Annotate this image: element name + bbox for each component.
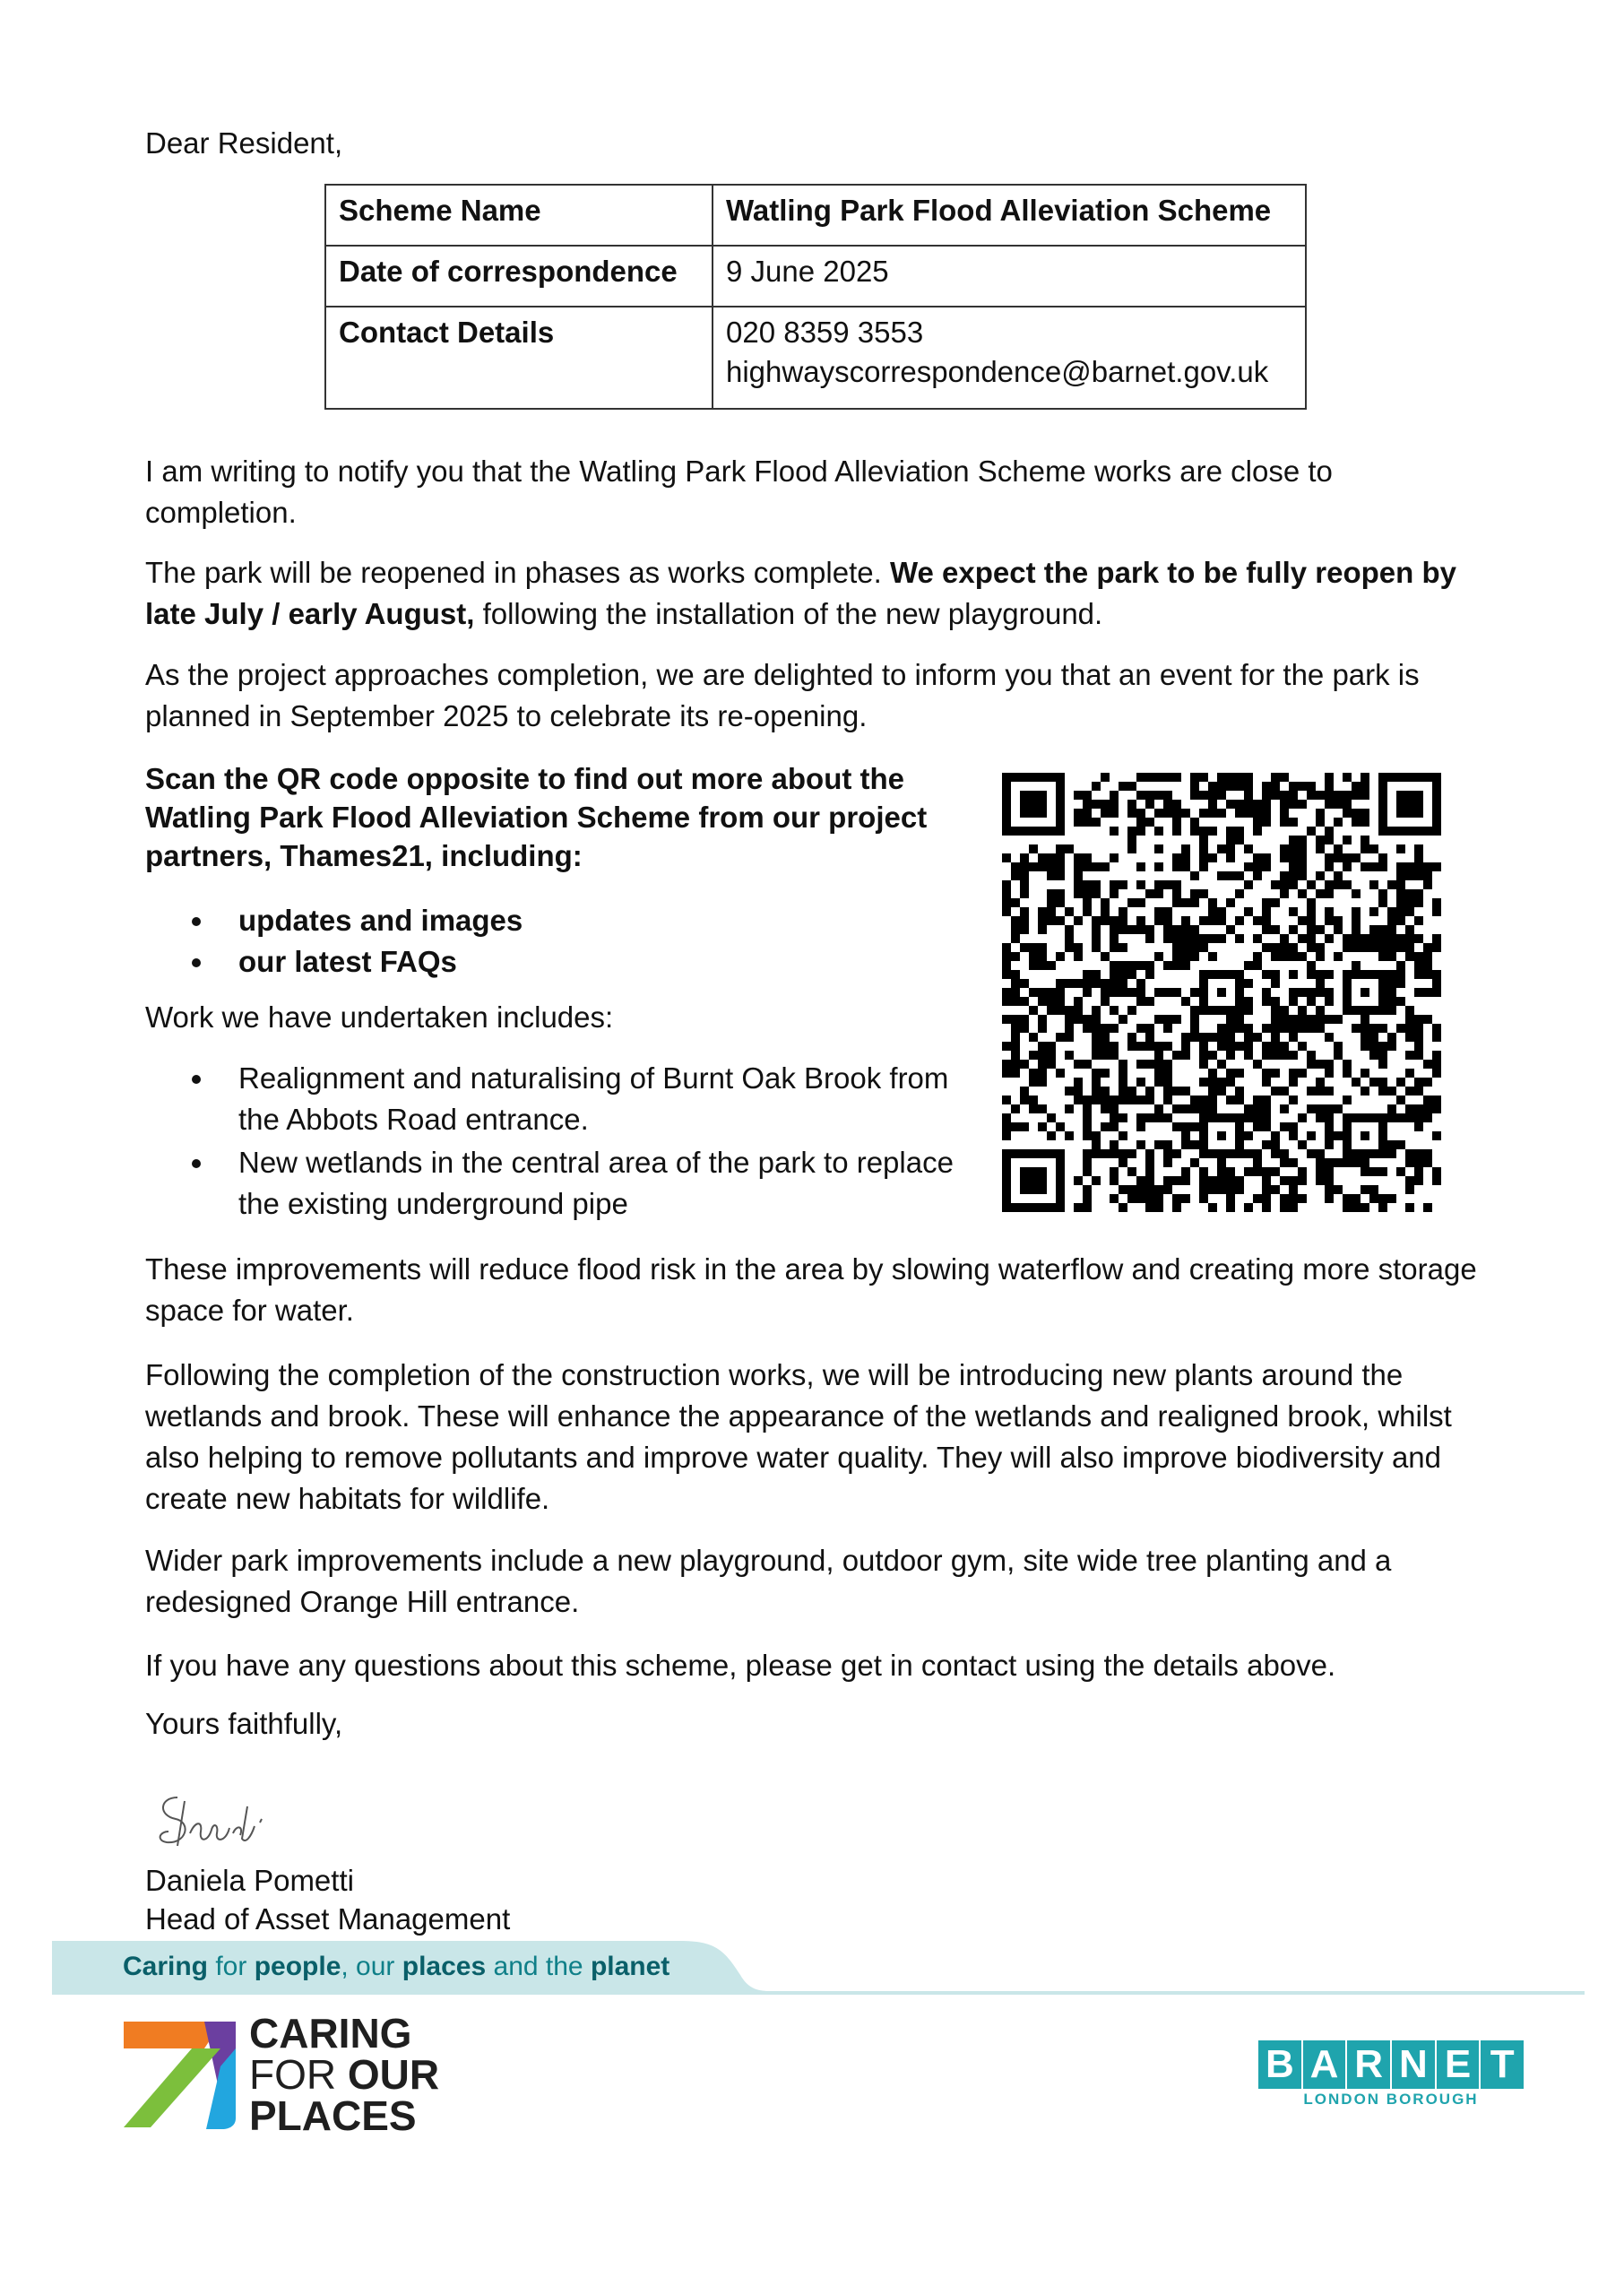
list-item: Realignment and naturalising of Burnt Oak Brook from the Abbots Road entrance. <box>145 1058 970 1140</box>
signature-icon <box>151 1780 285 1860</box>
bullet-icon <box>192 958 201 967</box>
qr-bullet-list <box>145 900 523 983</box>
paragraph-improvements: These improvements will reduce flood risk in the area by slowing waterflow and creating more storage space for water. <box>145 1252 1477 1327</box>
list-item: New wetlands in the central area of the park to replace the existing underground pipe <box>145 1142 970 1225</box>
paragraph-questions: If you have any questions about this scheme, please get in contact using the details above. <box>145 1649 1336 1682</box>
barnet-subtitle: LONDON BOROUGH <box>1303 2091 1479 2108</box>
bullet-icon <box>192 1075 201 1084</box>
work-intro: Work we have undertaken includes: <box>145 1000 614 1034</box>
table-label: Scheme Name <box>325 185 713 246</box>
contact-details-value <box>713 307 1306 409</box>
contact-email: highwayscorrespondence@barnet.gov.uk <box>726 355 1269 388</box>
logo-line: PLACES <box>249 2092 417 2139</box>
paragraph-event: As the project approaches completion, we are delighted to inform you that an event for the park is planned in September 2025 to celebrate its re-opening. <box>145 658 1420 732</box>
qr-intro: Scan the QR code opposite to find out more about the Watling Park Flood Alleviation Scheme from our project partners, Thames21, including: <box>145 762 928 872</box>
tagline-part: planet <box>590 1952 670 1981</box>
signatory-title: Head of Asset Management <box>145 1902 511 1936</box>
tagline-part: places <box>402 1952 487 1981</box>
signatory-name: Daniela Pometti <box>145 1864 354 1897</box>
table-row <box>325 185 1306 246</box>
date-value: 9 June 2025 <box>713 246 1306 307</box>
tagline-part: and the <box>486 1952 591 1981</box>
qr-code-icon <box>1002 773 1441 1212</box>
tagline-part: people <box>254 1952 341 1981</box>
barnet-letter: E <box>1437 2040 1480 2089</box>
paragraph-wider-improvements: Wider park improvements include a new playground, outdoor gym, site wide tree planting and a redesigned Orange Hill entrance. <box>145 1544 1392 1618</box>
list-item: updates and images <box>145 900 523 941</box>
barnet-letter: R <box>1347 2040 1390 2089</box>
logo-line: FOR OUR <box>249 2051 440 2098</box>
barnet-letter: A <box>1303 2040 1346 2089</box>
scheme-details-table <box>324 184 1307 410</box>
scheme-name-value: Watling Park Flood Alleviation Scheme <box>713 185 1306 246</box>
table-row <box>325 307 1306 409</box>
list-item: our latest FAQs <box>145 941 523 983</box>
bullet-icon <box>192 1159 201 1168</box>
table-label: Contact Details <box>325 307 713 409</box>
barnet-letter: N <box>1392 2040 1435 2089</box>
caring-for-our-places-wordmark <box>249 2010 440 2139</box>
barnet-london-borough-logo <box>1258 2040 1524 2112</box>
greeting: Dear Resident, <box>145 126 343 160</box>
barnet-letter: B <box>1258 2040 1301 2089</box>
barnet-wordmark <box>1258 2040 1524 2089</box>
barnet-letter: T <box>1481 2040 1524 2089</box>
tagline-part: Caring <box>123 1952 209 1981</box>
tagline-part: for <box>208 1952 255 1981</box>
logo-line: CARING <box>249 2010 412 2057</box>
reopening-text-end: following the installation of the new playground. <box>474 597 1103 630</box>
table-row <box>325 246 1306 307</box>
paragraph-reopening <box>145 552 1490 635</box>
work-bullet-list <box>145 1058 970 1225</box>
table-label: Date of correspondence <box>325 246 713 307</box>
contact-phone: 020 8359 3553 <box>726 316 924 349</box>
closing: Yours faithfully, <box>145 1707 343 1740</box>
tagline <box>123 1947 669 1987</box>
paragraph-intro: I am writing to notify you that the Watling Park Flood Alleviation Scheme works are close to completion. <box>145 455 1333 529</box>
bullet-icon <box>192 917 201 926</box>
tagline-part: , our <box>341 1952 402 1981</box>
reopening-text-bold: We expect the park to be fully reopen by late July / early August, <box>145 556 1456 630</box>
paragraph-planting: Following the completion of the construction works, we will be introducing new plants around the wetlands and brook. These will enhance the appearance of the wetlands and realigned brook, whilst also helping to remove pollutants and improve water quality. They will also improve biodiversity and create new habitats for wildlife. <box>145 1358 1452 1515</box>
reopening-text-start: The park will be reopened in phases as works complete. <box>145 556 890 589</box>
